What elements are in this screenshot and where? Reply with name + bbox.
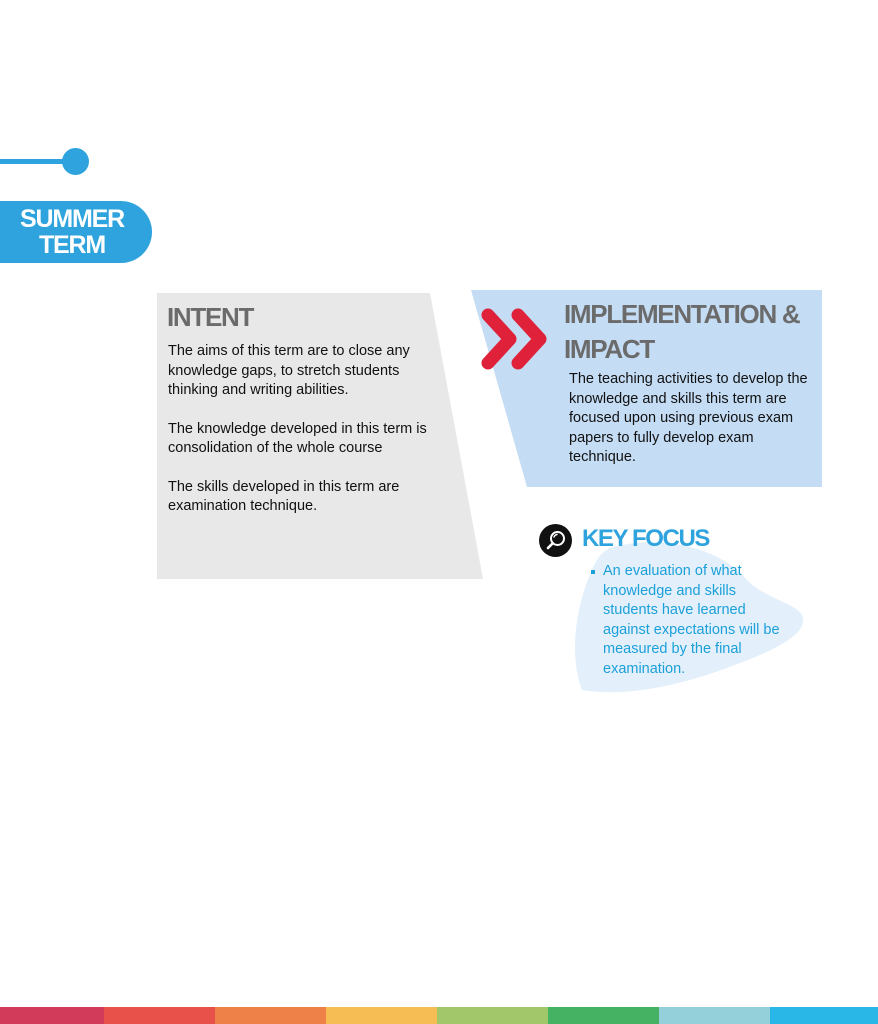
color-segment: [0, 1007, 104, 1024]
color-segment: [770, 1007, 878, 1024]
implementation-title: IMPLEMENTATION & IMPACT: [564, 299, 800, 364]
term-badge-line-2: TERM: [38, 231, 106, 259]
timeline-dot: [62, 148, 89, 175]
chevron-left: [488, 315, 510, 363]
term-badge-line-1: SUMMER: [20, 205, 124, 233]
color-segment: [437, 1007, 548, 1024]
intent-paragraph: The skills developed in this term are examination technique.: [168, 478, 400, 514]
color-segment: [104, 1007, 215, 1024]
footer-color-bar: [0, 1007, 878, 1024]
implementation-body: The teaching activities to develop the knowledge and skills this term are focused upon using previous exam papers to fully develop exam technique.: [569, 371, 808, 465]
color-segment: [659, 1007, 770, 1024]
double-chevron-icon: [478, 303, 556, 375]
magnifier-icon: [539, 524, 572, 557]
key-focus-list: [590, 562, 785, 679]
color-segment: [215, 1007, 326, 1024]
key-focus-title: KEY FOCUS: [582, 525, 709, 552]
term-badge: [0, 201, 152, 263]
intent-title: INTENT: [167, 302, 254, 332]
color-segment: [326, 1007, 437, 1024]
color-segment: [548, 1007, 659, 1024]
intent-body: [168, 342, 433, 536]
key-focus-item: An evaluation of what knowledge and skills students have learned against expectations will be measured by the final examination.: [590, 562, 785, 679]
intent-paragraph: The knowledge developed in this term is consolidation of the whole course: [168, 420, 427, 456]
chevron-right: [518, 315, 540, 363]
timeline-line: [0, 159, 66, 164]
intent-paragraph: The aims of this term are to close any knowledge gaps, to stretch students thinking and writing abilities.: [168, 343, 410, 398]
